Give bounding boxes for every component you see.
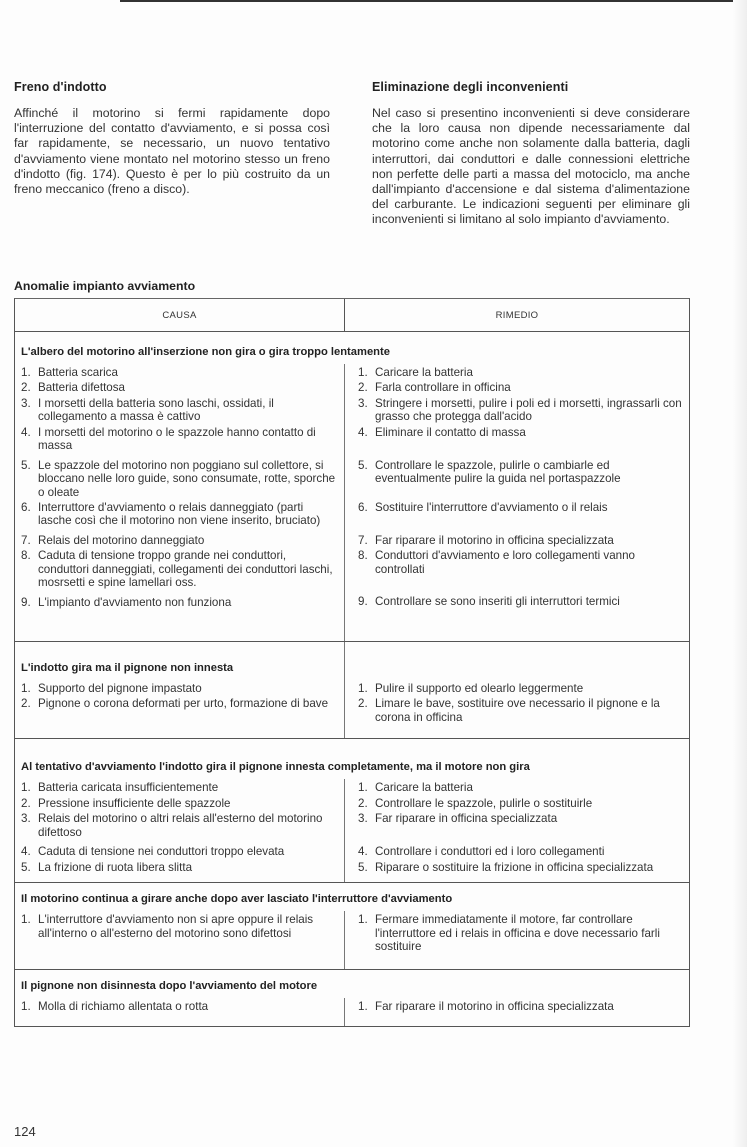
item-number: 5. [21,458,31,472]
remedy-item [358,845,683,858]
item-text: I morsetti della batteria sono laschi, ossidati, il collegamento a massa è cattivo [38,396,274,424]
remedy-item [358,797,683,810]
section-paragraph: Nel caso si presentino inconvenienti si deve considerare che la loro causa non dipende necessariamente dal motorino come anche non solamente dalla batteria, dagli interruttori, dai conduttori e dalle connessioni elettriche non perfette delle parti a massa del motociclo, ma anche dall'impianto d'accensione e dal sistema d'alimentazione del carburante. Le indicazioni seguenti per eliminare gli inconvenienti si limitano al solo impianto d'avviamento. [372,106,690,227]
remedy-column [344,366,689,611]
item-number: 1. [21,913,31,927]
item-number: 1. [21,682,31,696]
table-section [15,739,689,883]
item-number: 5. [358,860,368,874]
remedy-item [358,861,683,874]
remedy-item [358,682,683,695]
item-text: Far riparare in officina specializzata [375,812,558,826]
item-text: Relais del motorino danneggiato [38,534,205,548]
item-text: Interruttore d'avviamento o relais danneggiato (parti lasche così che il motorino non viene inserito, bruciato) [38,501,321,528]
remedy-item [358,812,683,839]
column-divider [344,642,345,738]
item-number: 2. [21,697,31,711]
cause-item [21,682,338,695]
item-text: Supporto del pignone impastato [38,682,202,696]
cause-item [21,596,338,609]
item-number: 3. [358,812,368,826]
table-section [15,642,689,739]
remedy-item [358,397,683,424]
remedy-column [344,781,689,876]
table-section-title: L'albero del motorino all'inserzione non gira o gira troppo lentamente [21,346,390,358]
remedy-column [344,1000,689,1015]
remedy-item [358,459,683,499]
remedy-column [344,913,689,955]
cause-item [21,501,338,528]
item-number: 5. [358,458,368,472]
item-text: Controllare se sono inseriti gli interruttori termici [375,595,620,609]
item-text: Limare le bave, sostituire ove necessario il pignone e la corona in officina [375,697,660,724]
item-text: Pressione insufficiente delle spazzole [38,796,231,810]
page-edge-shadow [733,0,747,1147]
table-section [15,970,689,1025]
cause-item [21,1000,338,1013]
item-text: Caduta di tensione troppo grande nei conduttori, conduttori danneggiati, collegamenti dei conduttori laschi, mosrsetti e spine lamellari oss. [38,549,333,590]
item-text: Batteria difettosa [38,381,126,395]
item-number: 3. [21,812,31,826]
cause-column [15,913,344,955]
remedy-item [358,534,683,547]
item-number: 4. [358,425,368,439]
item-number: 7. [358,533,368,547]
remedy-item [358,501,683,528]
cause-item [21,913,338,953]
item-text: Far riparare il motorino in officina specializzata [375,1000,614,1014]
table-section-title: Il motorino continua a girare anche dopo aver lasciato l'interruttore d'avviamento [21,893,453,906]
table-section-rows [15,913,689,955]
item-text: I morsetti del motorino o le spazzole hanno contatto di massa [38,425,316,453]
remedy-column [344,682,689,726]
cause-item [21,781,338,794]
item-number: 5. [21,860,31,874]
cause-column [15,781,344,876]
cause-item [21,697,338,724]
remedy-item [358,595,683,608]
item-text: La frizione di ruota libera slitta [38,860,193,874]
section-title: Eliminazione degli inconvenienti [372,80,569,94]
item-text: Far riparare il motorino in officina specializzata [375,533,614,547]
table-section-rows [15,781,689,876]
item-number: 1. [358,1000,368,1014]
item-text: Stringere i morsetti, pulire i poli ed i morsetti, ingrassarli con grasso che protegga dall'acido [375,396,682,424]
item-text: Eliminare il contatto di massa [375,425,526,439]
page-top-rule [120,0,747,2]
item-text: Caduta di tensione nei conduttori troppo elevata [38,845,285,859]
item-number: 1. [21,781,31,795]
table-section [15,883,689,970]
table-section-title: Al tentativo d'avviamento l'indotto gira il pignone innesta completamente, ma il motore non gira [21,761,530,774]
item-text: Controllare le spazzole, pulirle o sostituirle [375,796,593,810]
item-text: Molla di richiamo allentata o rotta [38,1000,209,1014]
item-number: 4. [21,845,31,859]
cause-item [21,845,338,858]
item-number: 7. [21,534,31,548]
item-text: Relais del motorino o altri relais all'esterno del motorino difettoso [38,812,323,839]
cause-item [21,534,338,547]
item-number: 2. [358,697,368,711]
item-number: 1. [21,1000,31,1014]
cause-column [15,366,344,611]
table-section-title: Il pignone non disinnesta dopo l'avviamento del motore [21,980,318,993]
item-text: Pignone o corona deformati per urto, formazione di bave [38,697,329,711]
table-section-title: L'indotto gira ma il pignone non innesta [21,662,234,675]
item-text: Fermare immediatamente il motore, far controllare l'interruttore ed i relais in officina e dove necessario farli sostituire [375,913,660,953]
column-divider [344,998,345,1025]
item-number: 9. [358,595,368,609]
item-text: Caricare la batteria [375,366,473,379]
column-header-cause: CAUSA [162,309,197,321]
remedy-item [358,381,683,394]
item-number: 2. [358,796,368,810]
section-freno-indotto [14,80,330,197]
item-number: 8. [21,549,31,563]
cause-item [21,426,338,453]
item-text: Sostituire l'interruttore d'avviamento o il relais [375,500,608,514]
remedy-item [358,549,683,589]
item-number: 9. [21,595,31,609]
cause-column [15,1000,344,1015]
item-text: Batteria scarica [38,366,118,379]
column-divider [344,779,345,882]
section-eliminazione-inconvenienti [372,80,690,228]
remedy-item [358,913,683,953]
cause-item [21,366,338,379]
item-text: Le spazzole del motorino non poggiano sul collettore, si bloccano nelle loro guide, sono consumate, rotte, sporche o oleate [38,458,336,499]
item-number: 1. [358,913,368,927]
column-header-remedy: RIMEDIO [344,299,689,331]
item-number: 1. [358,366,368,379]
column-divider [344,911,345,969]
cause-item [21,459,338,499]
item-number: 6. [358,500,368,514]
table-section-rows [15,366,689,611]
item-number: 1. [21,366,31,379]
item-text: Caricare la batteria [375,781,473,795]
item-number: 2. [21,796,31,810]
section-title: Freno d'indotto [14,80,107,94]
cause-item [21,397,338,424]
table-heading: Anomalie impianto avviamento [14,279,196,293]
item-text: Controllare le spazzole, pulirle o cambiarle ed eventualmente pulire la guida nel portaspazzole [375,458,621,486]
column-divider [344,364,345,641]
item-number: 4. [358,845,368,859]
cause-column [15,682,344,726]
page-number: 124 [14,1124,36,1139]
item-number: 3. [21,396,31,410]
remedy-item [358,426,683,453]
item-text: Farla controllare in officina [375,381,511,395]
remedy-item [358,781,683,794]
table-section-rows [15,682,689,726]
item-number: 1. [358,781,368,795]
item-text: Conduttori d'avviamento e loro collegamenti vanno controllati [375,549,636,576]
item-text: Batteria caricata insufficientemente [38,781,219,795]
troubleshooting-table [14,298,690,1027]
item-number: 4. [21,425,31,439]
remedy-item [358,366,683,379]
item-text: Controllare i conduttori ed i loro collegamenti [375,845,605,859]
item-text: Riparare o sostituire la frizione in officina specializzata [375,860,654,874]
remedy-item [358,1000,683,1013]
item-number: 1. [358,682,368,696]
section-paragraph: Affinché il motorino si fermi rapidamente dopo l'interruzione del contatto d'avviamento, e si possa così far rapidamente, se necessario, un nuovo tentativo d'avviamento viene montato nel motorino stesso un freno d'indotto (fig. 174). Questo è per lo più costruito da un freno meccanico (freno a disco). [14,106,330,197]
cause-item [21,381,338,394]
cause-item [21,797,338,810]
cause-item [21,861,338,874]
table-section [15,332,689,642]
cause-item [21,812,338,839]
item-text: Pulire il supporto ed olearlo leggermente [375,682,584,696]
item-text: L'impianto d'avviamento non funziona [38,595,232,609]
table-section-rows [15,1000,689,1015]
item-number: 6. [21,501,31,515]
item-number: 3. [358,396,368,410]
item-text: L'interruttore d'avviamento non si apre oppure il relais all'interno o all'esterno del motorino sono difettosi [38,913,314,940]
table-header [15,299,689,332]
item-number: 2. [358,381,368,395]
item-number: 8. [358,549,368,563]
remedy-item [358,697,683,724]
item-number: 2. [21,381,31,395]
cause-item [21,549,338,589]
